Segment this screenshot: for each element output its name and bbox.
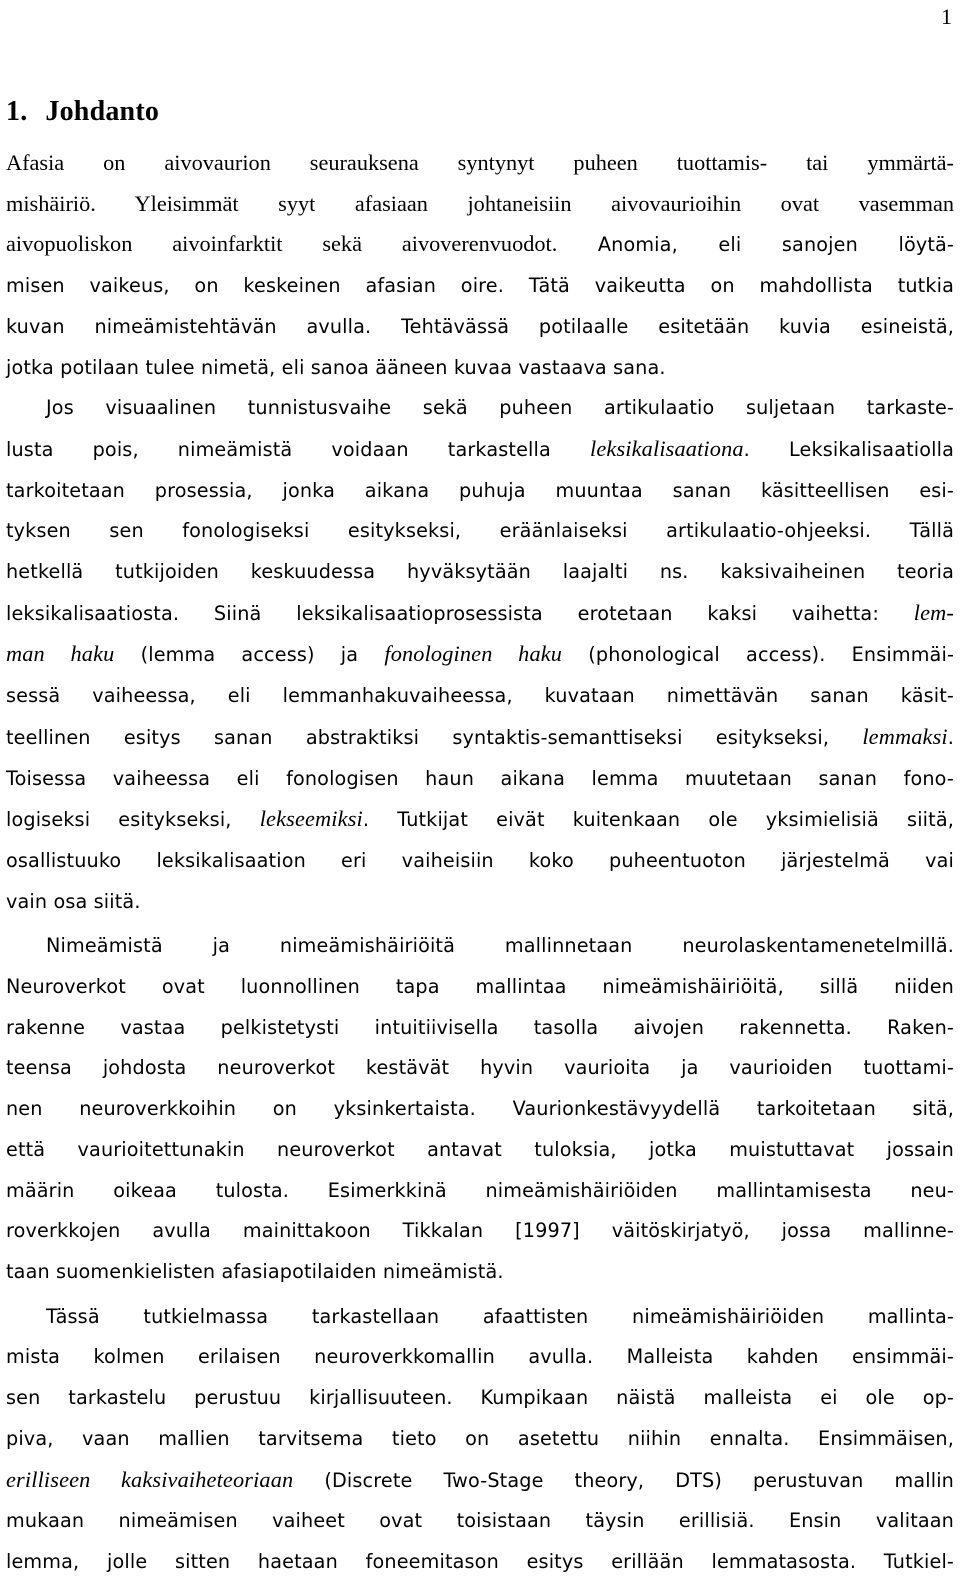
text-line: hetkellä tutkijoiden keskuudessa hyväksytään laajalti ns. kaksivaiheinen teoria [6, 560, 954, 584]
text-line: teensa johdosta neuroverkot kestävät hyvin vaurioita ja vaurioiden tuottami- [6, 1056, 954, 1080]
text-line: erilliseen kaksivaiheteoriaan (Discrete Two-Stage theory, DTS) perustuvan mallin [6, 1466, 954, 1492]
paragraph-1 [6, 143, 954, 388]
text-line: mukaan nimeämisen vaiheet ovat toisistaan täysin erillisiä. Ensin valitaan [6, 1509, 954, 1533]
page-number: 1 [941, 4, 952, 29]
section-title: Johdanto [45, 96, 160, 127]
text-line: Neuroverkot ovat luonnollinen tapa mallintaa nimeämishäiriöitä, sillä niiden [6, 975, 954, 999]
text-line: logiseksi esitykseksi, lekseemiksi. Tutkijat eivät kuitenkaan ole yksimielisiä siitä, [6, 806, 954, 832]
text-line: Toisessa vaiheessa eli fonologisen haun aikana lemma muutetaan sanan fono- [6, 766, 954, 790]
text-line: Nimeämistä ja nimeämishäiriöitä mallinnetaan neurolaskentamenetelmillä. [46, 934, 954, 958]
text-line: aivopuoliskon aivoinfarktit sekä aivoverenvuodot. Anomia, eli sanojen löytä- [6, 231, 954, 257]
text-line: rakenne vastaa pelkistetysti intuitiivisella tasolla aivojen rakennetta. Raken- [6, 1015, 954, 1039]
text-line: jotka potilaan tulee nimetä, eli sanoa ääneen kuvaa vastaava sana. [6, 355, 666, 379]
text-line: kuvan nimeämistehtävän avulla. Tehtävässä potilaalle esitetään kuvia esineistä, [6, 314, 955, 338]
text-line: osallistuuko leksikalisaation eri vaiheisiin koko puheentuoton järjestelmä vai [6, 848, 954, 872]
section-heading [6, 96, 159, 128]
text-line: teellinen esitys sanan abstraktiksi syntaktis-semanttiseksi esitykseksi, lemmaksi. [6, 723, 954, 749]
text-line: tarkoitetaan prosessia, jonka aikana puhuja muuntaa sanan käsitteellisen esi- [6, 478, 954, 502]
text-line: roverkkojen avulla mainittakoon Tikkalan [1997] väitöskirjatyö, jossa mallinne- [6, 1219, 954, 1243]
text-line: tyksen sen fonologiseksi esitykseksi, eräänlaiseksi artikulaatio-ohjeeksi. Tällä [6, 519, 954, 543]
paragraph-4 [6, 1297, 954, 1583]
text-line: mista kolmen erilaisen neuroverkkomallin avulla. Malleista kahden ensimmäi- [6, 1345, 954, 1369]
text-line: lemma, jolle sitten haetaan foneemitason esitys erillään lemmatasosta. Tutkiel- [6, 1549, 954, 1573]
body-text [6, 143, 954, 1583]
text-line: lusta pois, nimeämistä voidaan tarkastella leksikalisaationa. Leksikalisaatiolla [6, 435, 955, 461]
text-line: Tässä tutkielmassa tarkastellaan afaattisten nimeämishäiriöiden mallinta- [46, 1304, 954, 1328]
text-line: mishäiriö. Yleisimmät syyt afasiaan johtaneisiin aivovaurioihin ovat vasemman [6, 190, 954, 216]
text-line: määrin oikeaa tulosta. Esimerkkinä nimeämishäiriöiden mallintamisesta neu- [6, 1178, 954, 1202]
text-line: Afasia on aivovaurion seurauksena syntynyt puheen tuottamis- tai ymmärtä- [6, 150, 954, 175]
text-line: misen vaikeus, on keskeinen afasian oire. Tätä vaikeutta on mahdollista tutkia [6, 274, 955, 298]
section-number: 1. [6, 96, 28, 127]
paragraph-3 [6, 926, 954, 1292]
text-line: vain osa siitä. [6, 889, 141, 913]
text-line: man haku (lemma access) ja fonologinen haku (phonological access). Ensimmäi- [6, 641, 955, 667]
text-line: sessä vaiheessa, eli lemmanhakuvaiheessa, kuvataan nimettävän sanan käsit- [6, 684, 954, 708]
text-line: taan suomenkielisten afasiapotilaiden nimeämistä. [6, 1259, 504, 1283]
text-line: leksikalisaatiosta. Siinä leksikalisaatioprosessista erotetaan kaksi vaihetta: lem- [6, 599, 954, 625]
text-line: nen neuroverkkoihin on yksinkertaista. Vaurionkestävyydellä tarkoitetaan sitä, [6, 1097, 954, 1121]
text-line: piva, vaan mallien tarvitsema tieto on asetettu niihin ennalta. Ensimmäisen, [6, 1426, 954, 1450]
paragraph-2 [6, 388, 954, 922]
text-line: sen tarkastelu perustuu kirjallisuuteen. Kumpikaan näistä malleista ei ole op- [6, 1386, 954, 1410]
text-line: että vaurioitettunakin neuroverkot antavat tuloksia, jotka muistuttavat jossain [6, 1137, 954, 1161]
text-line: Jos visuaalinen tunnistusvaihe sekä puheen artikulaatio suljetaan tarkaste- [46, 396, 954, 420]
